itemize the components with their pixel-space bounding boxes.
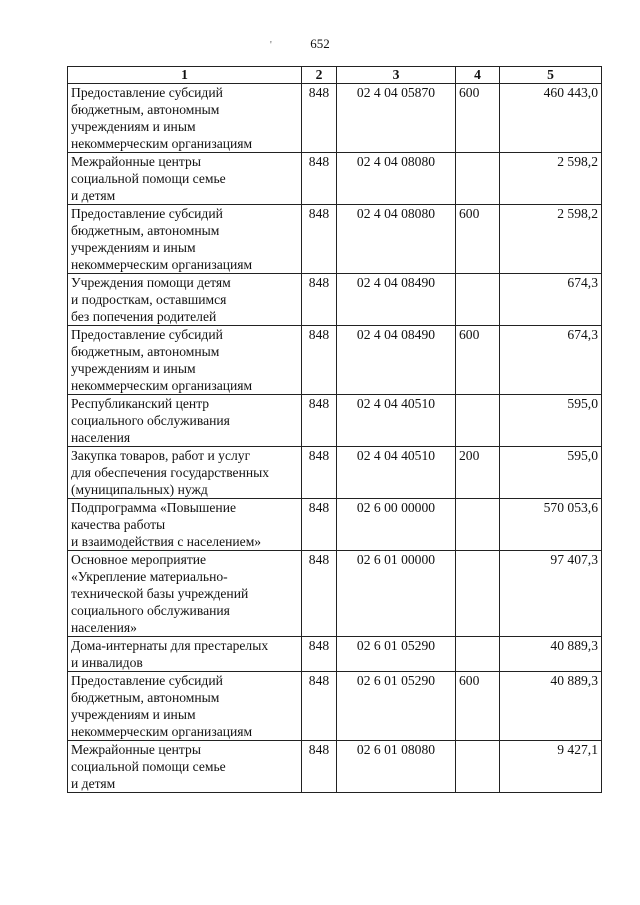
row-name-line: Предоставление субсидий (71, 673, 223, 688)
row-name-line: социальной помощи семье (71, 171, 226, 186)
row-name-line: Дома-интернаты для престарелых (71, 638, 269, 653)
table-row (68, 551, 602, 637)
ministry-code-cell: 848 (302, 741, 337, 793)
row-name-line: социальной помощи семье (71, 759, 226, 774)
table-row (68, 395, 602, 447)
row-name-line: населения» (71, 620, 137, 635)
row-name-line: населения (71, 430, 131, 445)
row-name-line: «Укрепление материально- (71, 569, 228, 584)
row-name-line: Закупка товаров, работ и услуг (71, 448, 251, 463)
amount-cell: 97 407,3 (500, 551, 602, 637)
ministry-code-cell: 848 (302, 274, 337, 326)
row-name-cell (68, 741, 302, 793)
target-code-cell: 02 4 04 40510 (337, 447, 456, 499)
target-code-cell: 02 6 01 00000 (337, 551, 456, 637)
target-code-cell: 02 4 04 08490 (337, 326, 456, 395)
row-name-cell (68, 672, 302, 741)
row-name-line: некоммерческим организациям (71, 136, 253, 151)
row-name-line: некоммерческим организациям (71, 257, 253, 272)
target-code-cell: 02 4 04 40510 (337, 395, 456, 447)
expense-type-cell: 600 (456, 326, 500, 395)
expense-type-cell (456, 153, 500, 205)
row-name-cell (68, 205, 302, 274)
column-header-1: 1 (68, 67, 302, 84)
row-name-cell (68, 153, 302, 205)
ministry-code-cell: 848 (302, 153, 337, 205)
amount-cell: 2 598,2 (500, 205, 602, 274)
table-row (68, 326, 602, 395)
amount-cell: 674,3 (500, 326, 602, 395)
column-header-2: 2 (302, 67, 337, 84)
target-code-cell: 02 6 01 08080 (337, 741, 456, 793)
budget-table (67, 66, 602, 793)
expense-type-cell (456, 551, 500, 637)
row-name-line: некоммерческим организациям (71, 378, 253, 393)
expense-type-cell (456, 274, 500, 326)
row-name-line: учреждениям и иным (71, 119, 196, 134)
row-name-cell (68, 551, 302, 637)
expense-type-cell (456, 499, 500, 551)
row-name-cell (68, 395, 302, 447)
row-name-cell (68, 499, 302, 551)
amount-cell: 460 443,0 (500, 84, 602, 153)
amount-cell: 2 598,2 (500, 153, 602, 205)
row-name-line: Учреждения помощи детям (71, 275, 231, 290)
row-name-line: некоммерческим организациям (71, 724, 253, 739)
row-name-line: Межрайонные центры (71, 742, 201, 757)
row-name-line: бюджетным, автономным (71, 344, 220, 359)
row-name-line: Республиканский центр (71, 396, 210, 411)
ministry-code-cell: 848 (302, 326, 337, 395)
table-row (68, 274, 602, 326)
row-name-line: технической базы учреждений (71, 586, 249, 601)
table-row (68, 741, 602, 793)
row-name-cell (68, 326, 302, 395)
row-name-line: социального обслуживания (71, 413, 230, 428)
expense-type-cell (456, 395, 500, 447)
expense-type-cell: 600 (456, 672, 500, 741)
target-code-cell: 02 4 04 08490 (337, 274, 456, 326)
ministry-code-cell: 848 (302, 672, 337, 741)
row-name-line: Подпрограмма «Повышение (71, 500, 237, 515)
target-code-cell: 02 6 00 00000 (337, 499, 456, 551)
row-name-cell (68, 637, 302, 672)
target-code-cell: 02 4 04 05870 (337, 84, 456, 153)
row-name-cell (68, 84, 302, 153)
column-header-5: 5 (500, 67, 602, 84)
expense-type-cell: 200 (456, 447, 500, 499)
table-body (68, 84, 602, 793)
table-row (68, 499, 602, 551)
row-name-cell (68, 447, 302, 499)
ministry-code-cell: 848 (302, 205, 337, 274)
row-name-line: и детям (71, 188, 116, 203)
row-name-line: Предоставление субсидий (71, 327, 223, 342)
target-code-cell: 02 6 01 05290 (337, 637, 456, 672)
row-name-line: учреждениям и иным (71, 240, 196, 255)
target-code-cell: 02 4 04 08080 (337, 205, 456, 274)
ministry-code-cell: 848 (302, 637, 337, 672)
table-row (68, 205, 602, 274)
ministry-code-cell: 848 (302, 551, 337, 637)
row-name-line: Предоставление субсидий (71, 206, 223, 221)
row-name-line: Предоставление субсидий (71, 85, 223, 100)
ministry-code-cell: 848 (302, 447, 337, 499)
table-row (68, 447, 602, 499)
row-name-line: для обеспечения государственных (71, 465, 270, 480)
row-name-line: и взаимодействия с населением» (71, 534, 262, 549)
expense-type-cell (456, 637, 500, 672)
table-row (68, 637, 602, 672)
column-header-3: 3 (337, 67, 456, 84)
row-name-line: учреждениям и иным (71, 361, 196, 376)
target-code-cell: 02 6 01 05290 (337, 672, 456, 741)
amount-cell: 40 889,3 (500, 672, 602, 741)
row-name-line: бюджетным, автономным (71, 223, 220, 238)
amount-cell: 570 053,6 (500, 499, 602, 551)
table-row (68, 84, 602, 153)
row-name-line: учреждениям и иным (71, 707, 196, 722)
ministry-code-cell: 848 (302, 499, 337, 551)
row-name-line: качества работы (71, 517, 166, 532)
row-name-line: и инвалидов (71, 655, 143, 670)
expense-type-cell (456, 741, 500, 793)
row-name-line: бюджетным, автономным (71, 102, 220, 117)
row-name-line: (муниципальных) нужд (71, 482, 208, 497)
table-row (68, 672, 602, 741)
target-code-cell: 02 4 04 08080 (337, 153, 456, 205)
expense-type-cell: 600 (456, 84, 500, 153)
page-number: 652 (310, 36, 330, 51)
amount-cell: 595,0 (500, 395, 602, 447)
table-header-row (68, 67, 602, 84)
row-name-line: социального обслуживания (71, 603, 230, 618)
row-name-line: Межрайонные центры (71, 154, 201, 169)
row-name-line: и детям (71, 776, 116, 791)
row-name-line: без попечения родителей (71, 309, 217, 324)
scan-mark: ' (270, 40, 272, 51)
row-name-line: и подросткам, оставшимся (71, 292, 227, 307)
row-name-cell (68, 274, 302, 326)
table-row (68, 153, 602, 205)
amount-cell: 674,3 (500, 274, 602, 326)
amount-cell: 595,0 (500, 447, 602, 499)
ministry-code-cell: 848 (302, 84, 337, 153)
expense-type-cell: 600 (456, 205, 500, 274)
row-name-line: бюджетным, автономным (71, 690, 220, 705)
column-header-4: 4 (456, 67, 500, 84)
ministry-code-cell: 848 (302, 395, 337, 447)
amount-cell: 40 889,3 (500, 637, 602, 672)
amount-cell: 9 427,1 (500, 741, 602, 793)
row-name-line: Основное мероприятие (71, 552, 207, 567)
